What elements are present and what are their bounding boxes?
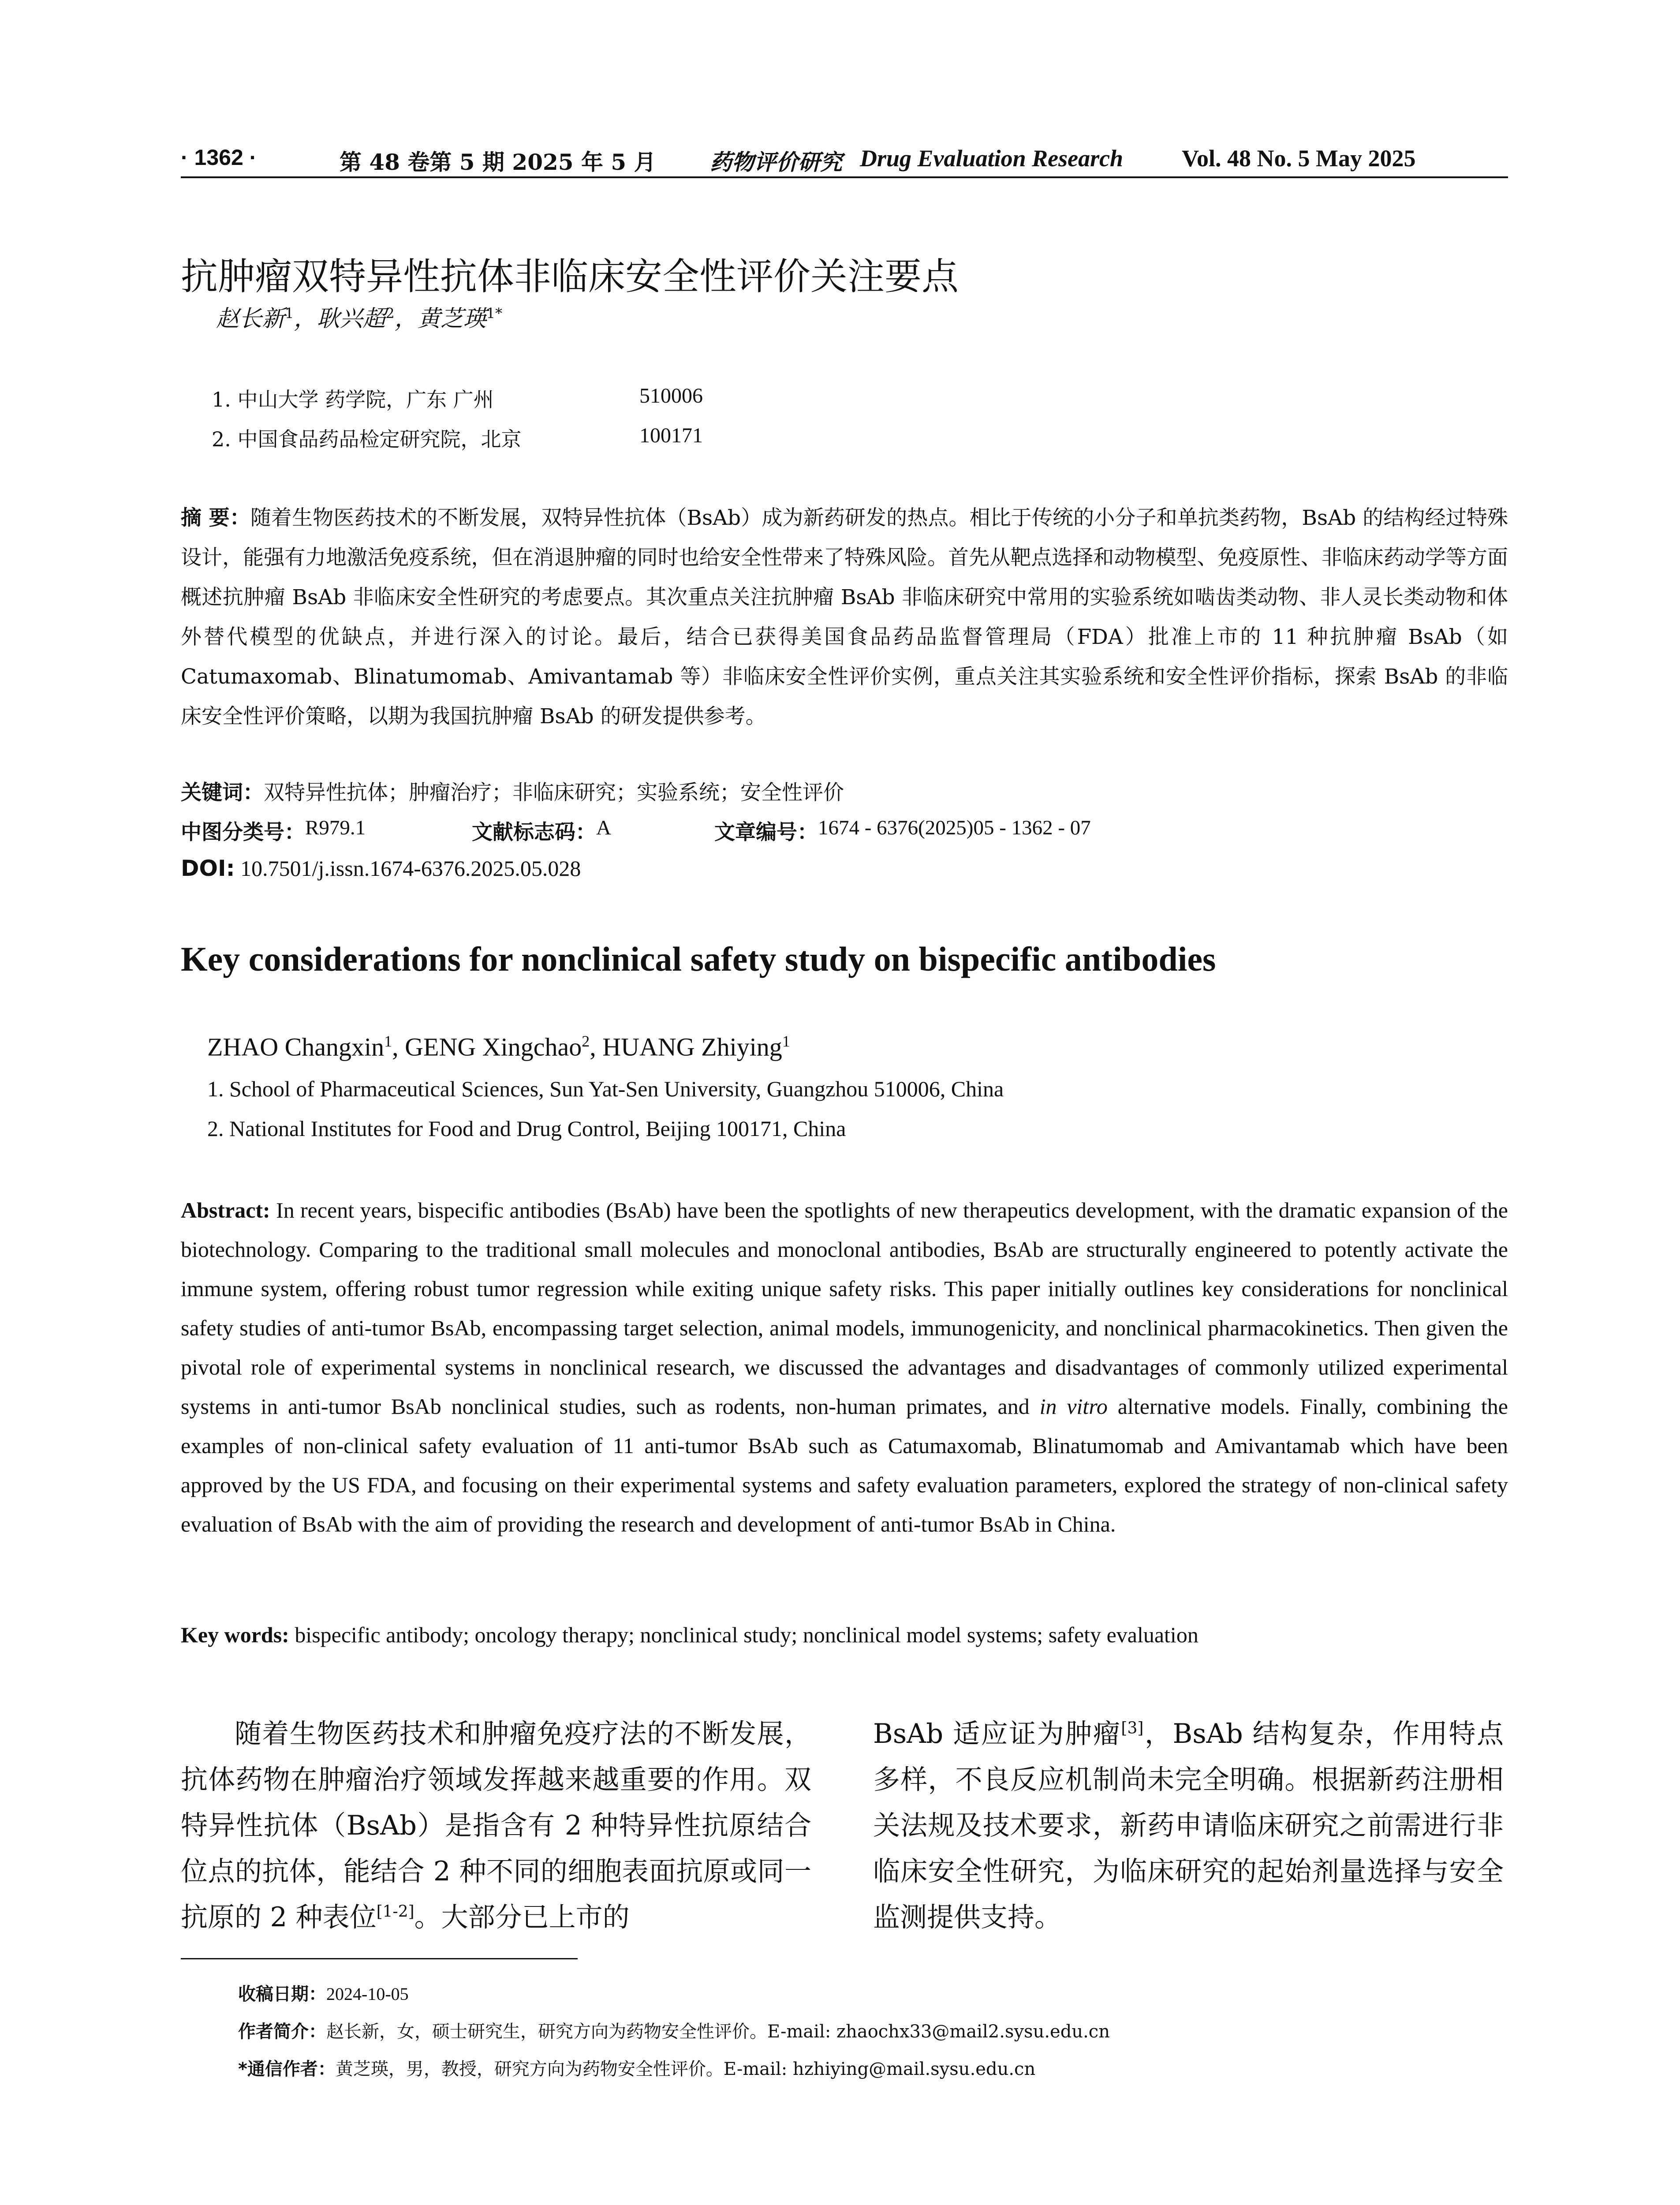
author-sup: 1*: [486, 305, 503, 322]
doi-value[interactable]: 10.7501/j.issn.1674-6376.2025.05.028: [240, 856, 581, 881]
en-abstract: [181, 1191, 1508, 1544]
abstract-label: 摘 要：: [181, 506, 250, 530]
abstract-label: Abstract:: [181, 1198, 270, 1222]
postal-code: 100171: [639, 424, 703, 447]
author-sup: 2: [582, 1032, 590, 1050]
author-sup: 1: [285, 305, 294, 322]
citation-ref[interactable]: [3]: [1121, 1719, 1144, 1738]
page-number: · 1362 ·: [181, 145, 257, 170]
author-name: 赵长新: [216, 306, 285, 332]
cn-keywords: [181, 776, 844, 806]
body-text: ，BsAb 结构复杂，作用特点多样，不良反应机制尚未完全明确。根据新药注册相关法规及技术要求，新药申请临床研究之前需进行非临床安全性研究，为临床研究的起始剂量选择与安全监测提供支持。: [873, 1718, 1504, 1933]
footnote-corresponding: [238, 2055, 1035, 2080]
journal-name: Drug Evaluation Research: [860, 145, 1124, 172]
cn-authors: [216, 300, 502, 333]
body-column-left: [181, 1711, 811, 1940]
keywords-text: bispecific antibody; oncology therapy; nonclinical study; nonclinical model systems; safety evaluation: [295, 1622, 1198, 1647]
body-column-right: [873, 1711, 1504, 1940]
affiliation-text: 2. 中国食品药品检定研究院，北京: [212, 427, 522, 451]
volume-info: Vol. 48 No. 5 May 2025: [1182, 145, 1416, 172]
footnote-text: 黄芝瑛，男，教授，研究方向为药物安全性评价。E-mail: hzhiying@mail.sysu.edu.cn: [335, 2059, 1036, 2079]
abstract-text: 随着生物医药技术的不断发展，双特异性抗体（BsAb）成为新药研发的热点。相比于传统的小分子和单抗类药物，BsAb 的结构经过特殊设计，能强有力地激活免疫系统，但在消退肿瘤的同时也给安全性带来了特殊风险。首先从靶点选择和动物模型、免疫原性、非临床药动学等方面概述抗肿瘤 BsAb 非临床安全性研究的考虑要点。其次重点关注抗肿瘤 BsAb 非临床研究中常用的实验系统如啮齿类动物、非人灵长类动物和体外替代模型的优缺点，并进行深入的讨论。最后，结合已获得美国食品药品监督管理局（FDA）批准上市的 11 种抗肿瘤 BsAb（如 Catumaxomab、Blinatumomab、Amivantamab 等）非临床安全性评价实例，重点关注其实验系统和安全性评价指标，探索 BsAb 的非临床安全性评价策略，以期为我国抗肿瘤 BsAb 的研发提供参考。: [181, 506, 1508, 729]
cn-title: 抗肿瘤双特异性抗体非临床安全性评价关注要点: [181, 255, 959, 298]
cn-abstract: [181, 498, 1508, 736]
author-sep: ，: [294, 306, 317, 332]
article-no-label: 文章编号：: [714, 820, 818, 845]
doc-code-label: 文献标志码：: [472, 820, 596, 845]
affiliation-text: 1. 中山大学 药学院，广东 广州: [212, 388, 494, 411]
keywords-label: Key words:: [181, 1622, 289, 1647]
footnote-author: [238, 2018, 1110, 2043]
body-text: 随着生物医药技术和肿瘤免疫疗法的不断发展，抗体药物在肿瘤治疗领域发挥越来越重要的作用。双特异性抗体（BsAb）是指含有 2 种特异性抗原结合位点的抗体，能结合 2 种不同的细胞表面抗原或同一抗原的 2 种表位: [181, 1718, 811, 1933]
author-sep: ，: [394, 306, 418, 332]
author-sup: 1: [782, 1032, 790, 1050]
header-rule: [181, 176, 1508, 178]
en-title: Key considerations for nonclinical safety study on bispecific antibodies: [181, 940, 1216, 978]
author-name: ZHAO Changxin: [207, 1032, 385, 1061]
author-name: HUANG Zhiying: [602, 1032, 782, 1061]
footnote-label: *通信作者：: [238, 2059, 336, 2079]
author-sep: ,: [590, 1032, 603, 1061]
en-affiliation: 1. School of Pharmaceutical Sciences, Sun Yat-Sen University, Guangzhou 510006, China: [207, 1076, 1004, 1101]
author-name: 黄芝瑛: [417, 306, 486, 332]
article-no-value: 1674 - 6376(2025)05 - 1362 - 07: [818, 816, 1091, 839]
doi-line: [181, 856, 581, 881]
abstract-italic: in vitro: [1039, 1394, 1108, 1419]
author-sep: ,: [392, 1032, 405, 1061]
body-text: BsAb 适应证为肿瘤: [873, 1718, 1121, 1749]
author-name: 耿兴超: [317, 306, 386, 332]
en-authors: [207, 1032, 790, 1061]
abstract-text: In recent years, bispecific antibodies (BsAb) have been the spotlights of new therapeutics development, with the dramatic expansion of the biotechnology. Comparing to the traditional small molecules and monoclonal antibodies, BsAb are structurally engineered to potently activate the immune system, offering robust tumor regression while exiting unique safety risks. This paper initially outlines key considerations for nonclinical safety studies of anti-tumor BsAb, encompassing target selection, animal models, immunogenicity, and nonclinical pharmacokinetics. Then given the pivotal role of experimental systems in nonclinical research, we discussed the advantages and disadvantages of commonly utilized experimental systems in anti-tumor BsAb nonclinical studies, such as rodents, non-human primates, and: [181, 1198, 1508, 1419]
author-sup: 2: [385, 305, 395, 322]
clc-label: 中图分类号：: [181, 820, 305, 845]
keywords-label: 关键词：: [181, 781, 264, 805]
en-keywords: [181, 1622, 1198, 1648]
footnote-text: 2024-10-05: [326, 1984, 409, 2004]
footnote-received: [238, 1980, 409, 2005]
running-header: [181, 140, 1504, 180]
abstract-text: alternative models. Finally, combining the examples of non-clinical safety evaluation of 11 anti-tumor BsAb such as Catumaxomab, Blinatumomab and Amivantamab which have been approved by the US FDA, and focusing on their experimental systems and safety evaluation parameters, explored the strategy of non-clinical safety evaluation of BsAb with the aim of providing the research and development of anti-tumor BsAb in China.: [181, 1394, 1508, 1536]
body-text: 。大部分已上市的: [414, 1902, 630, 1933]
doi-label: DOI:: [181, 856, 235, 881]
issue-info: 第 48 卷第 5 期 2025 年 5 月: [340, 149, 656, 175]
postal-code: 510006: [639, 384, 703, 407]
clc-value: R979.1: [305, 816, 366, 839]
en-affiliation: 2. National Institutes for Food and Drug Control, Beijing 100171, China: [207, 1116, 846, 1141]
footnote-rule: [181, 1958, 578, 1959]
keywords-text: 双特异性抗体；肿瘤治疗；非临床研究；实验系统；安全性评价: [264, 781, 844, 805]
doc-code-value: A: [596, 816, 611, 839]
author-sup: 1: [384, 1032, 392, 1050]
journal-logo: 药物评价研究: [710, 149, 842, 175]
footnote-text: 赵长新，女，硕士研究生，研究方向为药物安全性评价。E-mail: zhaochx33@mail2.sysu.edu.cn: [326, 2022, 1110, 2042]
author-name: GENG Xingchao: [405, 1032, 582, 1061]
footnote-label: 收稿日期：: [238, 1984, 326, 2004]
cn-affiliation: [212, 423, 703, 452]
cn-affiliation: [212, 384, 703, 413]
citation-ref[interactable]: [1-2]: [376, 1902, 414, 1921]
footnote-label: 作者简介：: [238, 2022, 326, 2042]
